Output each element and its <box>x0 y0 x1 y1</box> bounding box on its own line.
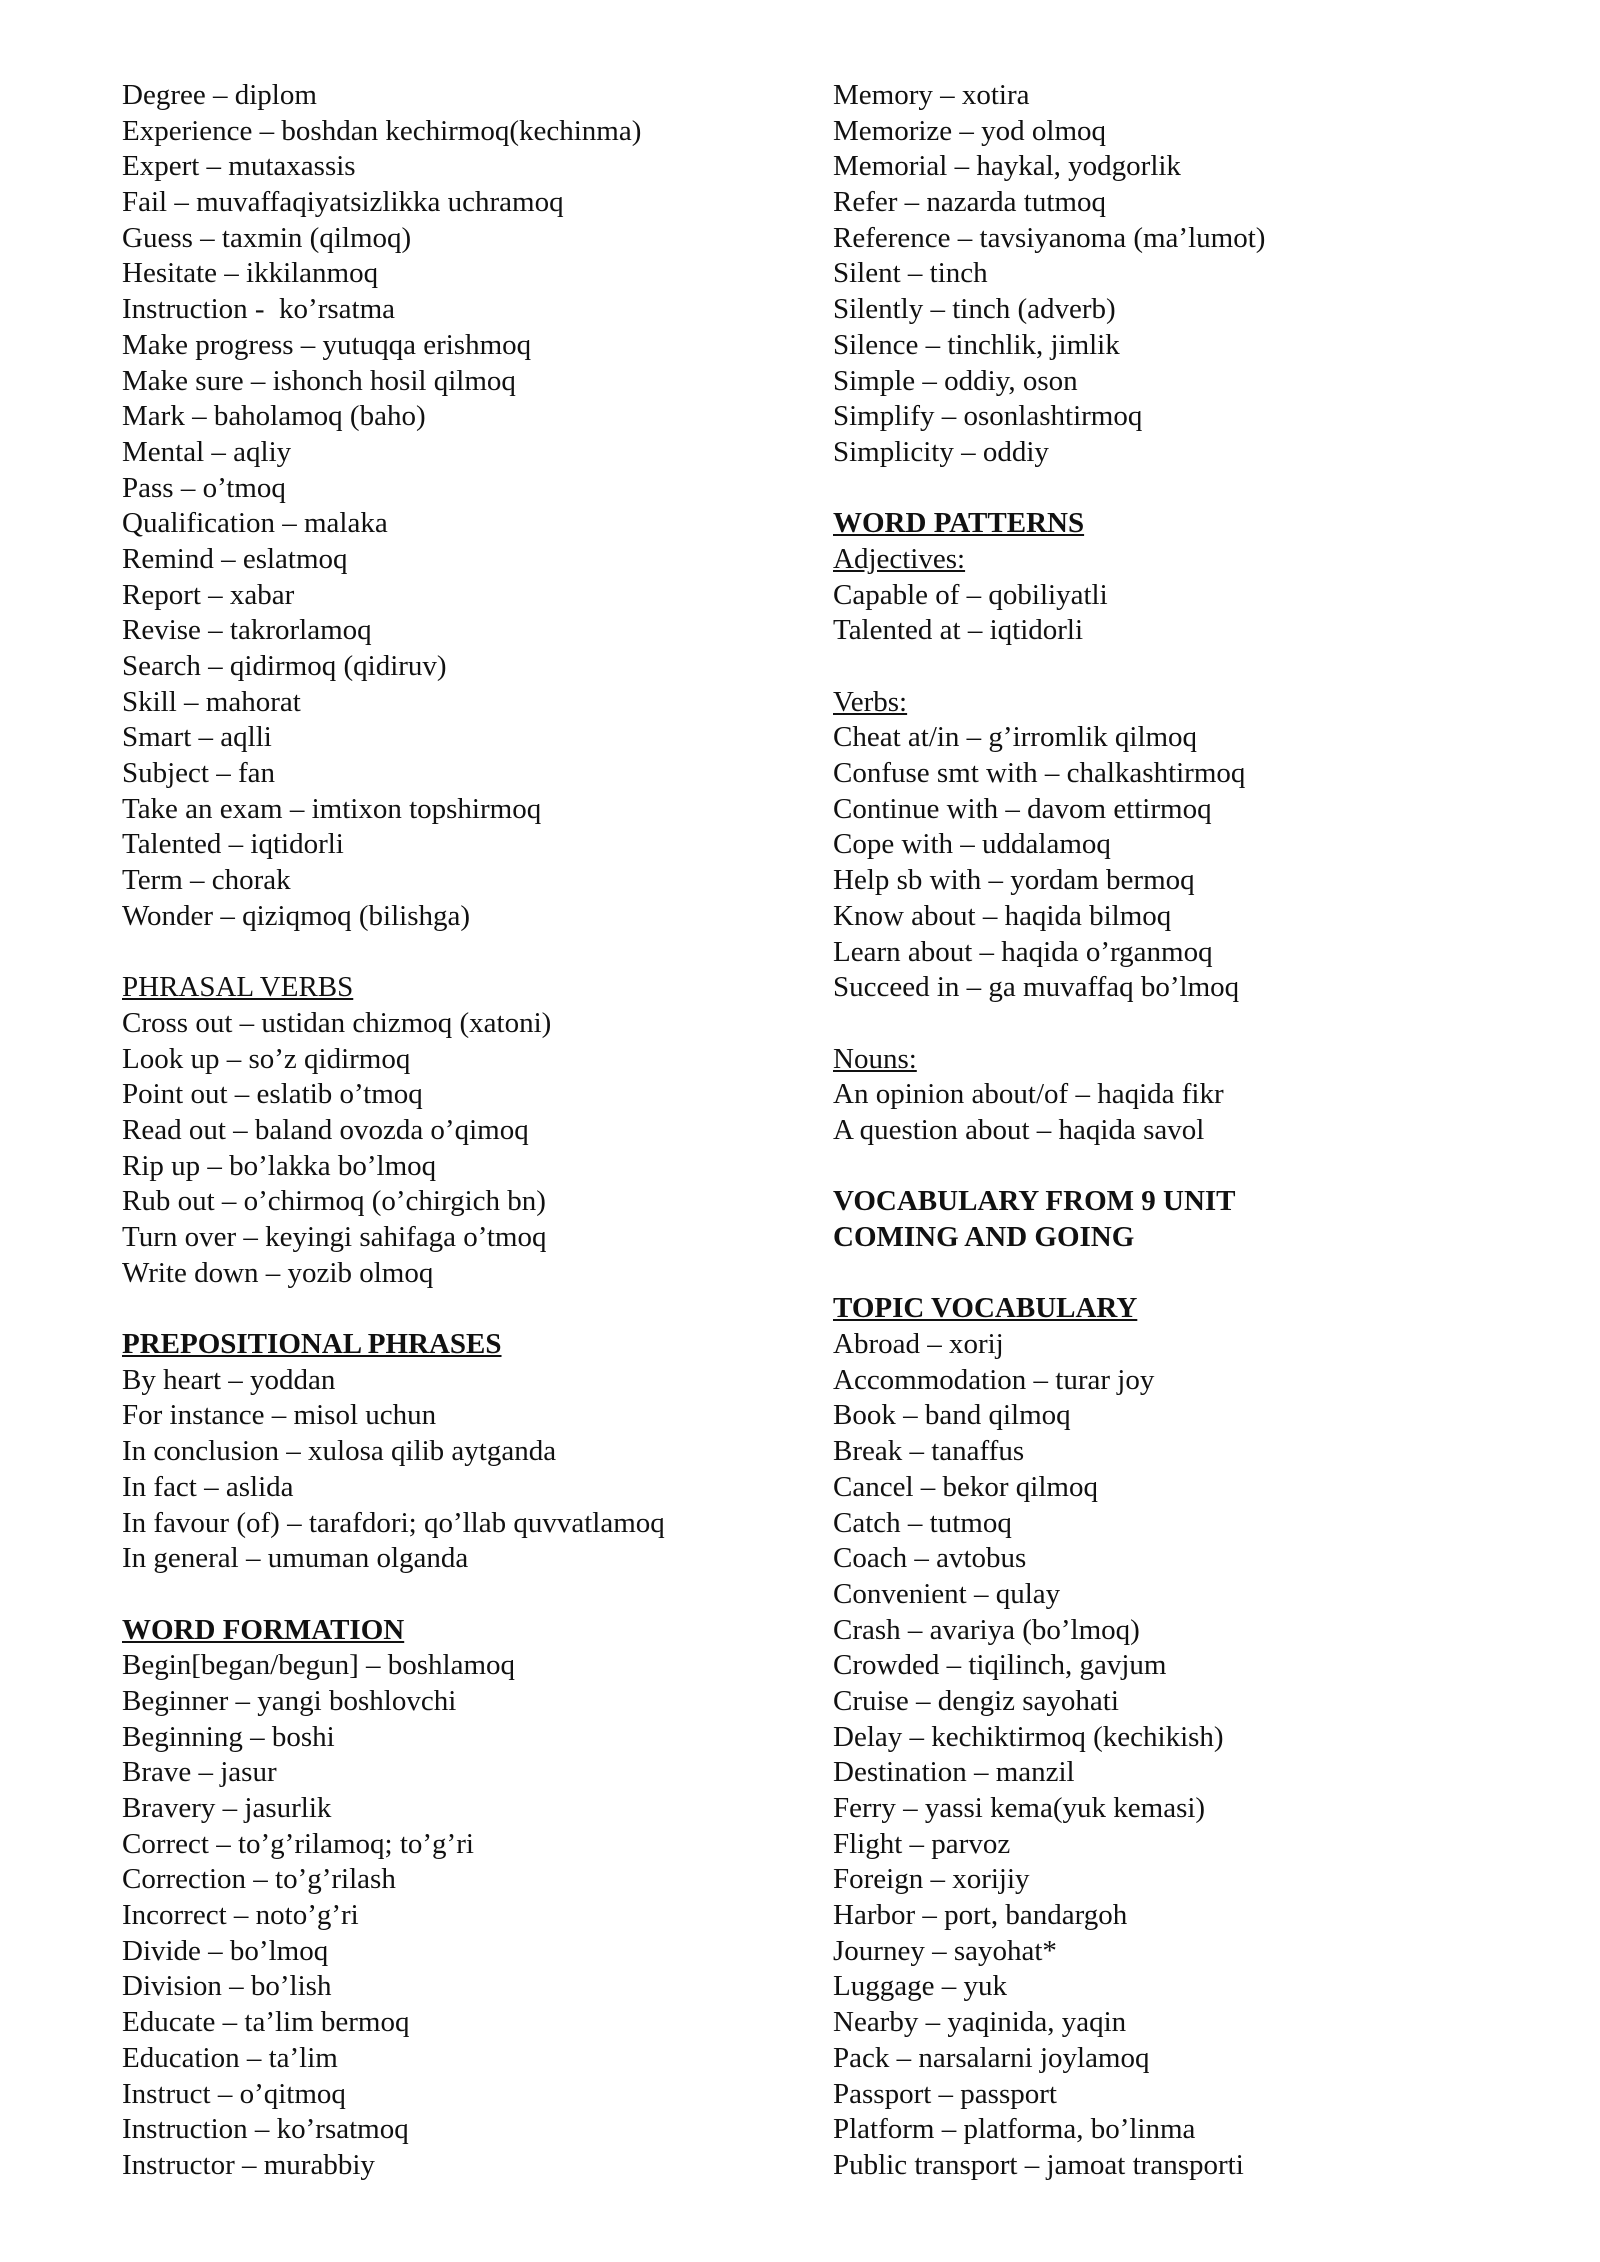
vocabulary-entry: Look up – so’z qidirmoq <box>122 1042 411 1075</box>
section-heading-topic-vocabulary: TOPIC VOCABULARY <box>833 1292 1138 1325</box>
vocabulary-entry: Talented at – iqtidorli <box>833 614 1084 647</box>
subsection-heading-nouns: Nouns: <box>833 1042 917 1075</box>
vocabulary-entry: Help sb with – yordam bermoq <box>833 864 1195 897</box>
vocabulary-entry: Flight – parvoz <box>833 1827 1011 1860</box>
blank-line <box>122 935 802 971</box>
vocabulary-entry: Rub out – o’chirmoq (o’chirgich bn) <box>122 1185 546 1218</box>
vocabulary-entry: In fact – aslida <box>122 1470 294 1503</box>
right-column <box>833 78 1553 2184</box>
vocabulary-entry: Hesitate – ikkilanmoq <box>122 257 379 290</box>
section-heading-word-patterns: WORD PATTERNS <box>833 507 1085 540</box>
vocabulary-entry: Book – band qilmoq <box>833 1399 1071 1432</box>
blank-line <box>833 1149 1553 1185</box>
vocabulary-entry: Nearby – yaqinida, yaqin <box>833 2006 1127 2039</box>
vocabulary-entry: Revise – takrorlamoq <box>122 614 372 647</box>
vocabulary-entry: Journey – sayohat* <box>833 1934 1057 1967</box>
section-heading-word-formation: WORD FORMATION <box>122 1613 405 1646</box>
vocabulary-entry: Cope with – uddalamoq <box>833 828 1111 861</box>
vocabulary-entry: Fail – muvaffaqiyatsizlikka uchramoq <box>122 186 564 219</box>
vocabulary-entry: Coach – avtobus <box>833 1542 1027 1575</box>
vocabulary-entry: Begin[began/begun] – boshlamoq <box>122 1649 516 1682</box>
vocabulary-entry: Instruct – o’qitmoq <box>122 2077 346 2110</box>
vocabulary-entry: Talented – iqtidorli <box>122 828 344 861</box>
section-heading-prepositional-phrases: PREPOSITIONAL PHRASES <box>122 1328 502 1361</box>
vocabulary-entry: Incorrect – noto’g’ri <box>122 1899 359 1932</box>
vocabulary-entry: A question about – haqida savol <box>833 1113 1205 1146</box>
vocabulary-entry: Passport – passport <box>833 2077 1057 2110</box>
vocabulary-entry: Memorize – yod olmoq <box>833 114 1107 147</box>
vocabulary-entry: Crash – avariya (bo’lmoq) <box>833 1613 1140 1646</box>
vocabulary-entry: Divide – bo’lmoq <box>122 1934 329 1967</box>
vocabulary-entry: Instruction – ko’rsatmoq <box>122 2113 409 2146</box>
vocabulary-entry: Memory – xotira <box>833 79 1030 111</box>
vocabulary-entry: Term – chorak <box>122 864 291 897</box>
left-column <box>122 78 802 2184</box>
vocabulary-entry: Silence – tinchlik, jimlik <box>833 328 1120 361</box>
blank-line <box>833 1006 1553 1042</box>
vocabulary-entry: Foreign – xorijiy <box>833 1863 1030 1896</box>
vocabulary-entry: Wonder – qiziqmoq (bilishga) <box>122 899 471 932</box>
vocabulary-entry: Smart – aqlli <box>122 721 272 754</box>
vocabulary-entry: Write down – yozib olmoq <box>122 1256 434 1289</box>
vocabulary-entry: Degree – diplom <box>122 79 317 111</box>
blank-line <box>833 649 1553 685</box>
vocabulary-entry: Guess – taxmin (qilmoq) <box>122 221 412 254</box>
vocabulary-entry: Skill – mahorat <box>122 685 301 718</box>
section-heading-coming-and-going: COMING AND GOING <box>833 1221 1135 1253</box>
vocabulary-entry: Expert – mutaxassis <box>122 150 356 183</box>
vocabulary-entry: Public transport – jamoat transporti <box>833 2148 1244 2181</box>
vocabulary-entry: Rip up – bo’lakka bo’lmoq <box>122 1149 437 1182</box>
vocabulary-entry: In favour (of) – tarafdori; qo’llab quvvatlamoq <box>122 1506 665 1539</box>
vocabulary-entry: Make sure – ishonch hosil qilmoq <box>122 364 516 397</box>
vocabulary-entry: Mark – baholamoq (baho) <box>122 400 426 433</box>
vocabulary-entry: Search – qidirmoq (qidiruv) <box>122 650 447 682</box>
vocabulary-entry: Simple – oddiy, oson <box>833 364 1078 397</box>
vocabulary-entry: Mental – aqliy <box>122 435 292 468</box>
vocabulary-entry: Experience – boshdan kechirmoq(kechinma) <box>122 114 642 147</box>
vocabulary-entry: By heart – yoddan <box>122 1363 336 1396</box>
vocabulary-entry: Brave – jasur <box>122 1756 277 1789</box>
vocabulary-entry: Cross out – ustidan chizmoq (xatoni) <box>122 1006 552 1039</box>
vocabulary-entry: Correct – to’g’rilamoq; to’g’ri <box>122 1827 474 1860</box>
vocabulary-entry: Harbor – port, bandargoh <box>833 1899 1128 1932</box>
subsection-heading-adjectives: Adjectives: <box>833 542 966 575</box>
vocabulary-entry: Succeed in – ga muvaffaq bo’lmoq <box>833 971 1240 1004</box>
vocabulary-entry: Silently – tinch (adverb) <box>833 293 1116 326</box>
vocabulary-entry: Cheat at/in – g’irromlik qilmoq <box>833 721 1198 754</box>
vocabulary-entry: Division – bo’lish <box>122 1970 332 2003</box>
vocabulary-entry: Silent – tinch <box>833 257 988 290</box>
vocabulary-entry: Catch – tutmoq <box>833 1506 1012 1539</box>
vocabulary-entry: Subject – fan <box>122 757 276 790</box>
vocabulary-entry: Capable of – qobiliyatli <box>833 578 1108 611</box>
vocabulary-entry: An opinion about/of – haqida fikr <box>833 1078 1224 1111</box>
vocabulary-entry: Know about – haqida bilmoq <box>833 899 1172 932</box>
vocabulary-entry: Point out – eslatib o’tmoq <box>122 1078 423 1111</box>
blank-line <box>833 471 1553 507</box>
subsection-heading-verbs: Verbs: <box>833 685 908 718</box>
subsection-heading-phrasal-verbs: PHRASAL VERBS <box>122 971 354 1004</box>
vocabulary-entry: Turn over – keyingi sahifaga o’tmoq <box>122 1221 547 1253</box>
vocabulary-entry: Break – tanaffus <box>833 1435 1025 1468</box>
vocabulary-entry: Pack – narsalarni joylamoq <box>833 2041 1150 2074</box>
vocabulary-entry: Abroad – xorij <box>833 1328 1004 1361</box>
vocabulary-entry: Confuse smt with – chalkashtirmoq <box>833 757 1246 790</box>
vocabulary-entry: Cancel – bekor qilmoq <box>833 1470 1098 1503</box>
vocabulary-entry: Remind – eslatmoq <box>122 542 348 575</box>
vocabulary-entry: Educate – ta’lim bermoq <box>122 2006 410 2039</box>
vocabulary-entry: For instance – misol uchun <box>122 1399 437 1432</box>
vocabulary-entry: Read out – baland ovozda o’qimoq <box>122 1113 529 1146</box>
vocabulary-entry: Crowded – tiqilinch, gavjum <box>833 1649 1167 1682</box>
vocabulary-entry: Report – xabar <box>122 578 295 611</box>
vocabulary-entry: Beginning – boshi <box>122 1720 335 1753</box>
vocabulary-entry: Simplicity – oddiy <box>833 435 1049 468</box>
vocabulary-entry: Take an exam – imtixon topshirmoq <box>122 792 542 825</box>
vocabulary-entry: Learn about – haqida o’rganmoq <box>833 935 1213 968</box>
vocabulary-entry: Make progress – yutuqqa erishmoq <box>122 328 532 361</box>
vocabulary-entry: Qualification – malaka <box>122 507 388 540</box>
vocabulary-entry: Cruise – dengiz sayohati <box>833 1684 1119 1717</box>
vocabulary-entry: Instruction - ko’rsatma <box>122 293 396 326</box>
vocabulary-entry: Pass – o’tmoq <box>122 471 286 504</box>
vocabulary-entry: Memorial – haykal, yodgorlik <box>833 150 1181 183</box>
vocabulary-entry: Refer – nazarda tutmoq <box>833 186 1106 219</box>
vocabulary-entry: In general – umuman olganda <box>122 1542 469 1575</box>
vocabulary-entry: Accommodation – turar joy <box>833 1363 1155 1396</box>
vocabulary-entry: Delay – kechiktirmoq (kechikish) <box>833 1720 1224 1753</box>
vocabulary-entry: Continue with – davom ettirmoq <box>833 792 1212 825</box>
vocabulary-entry: Correction – to’g’rilash <box>122 1863 396 1896</box>
section-heading-vocabulary-from-9-unit: VOCABULARY FROM 9 UNIT <box>833 1185 1236 1218</box>
blank-line <box>122 1577 802 1613</box>
blank-line <box>122 1291 802 1327</box>
vocabulary-entry: Convenient – qulay <box>833 1577 1061 1610</box>
vocabulary-entry: Reference – tavsiyanoma (ma’lumot) <box>833 221 1266 254</box>
vocabulary-entry: Bravery – jasurlik <box>122 1792 332 1824</box>
blank-line <box>833 1256 1553 1292</box>
vocabulary-entry: Platform – platforma, bo’linma <box>833 2113 1196 2146</box>
vocabulary-entry: Education – ta’lim <box>122 2041 338 2074</box>
vocabulary-entry: Instructor – murabbiy <box>122 2148 375 2181</box>
vocabulary-entry: In conclusion – xulosa qilib aytganda <box>122 1435 557 1468</box>
vocabulary-entry: Ferry – yassi kema(yuk kemasi) <box>833 1792 1206 1824</box>
vocabulary-entry: Destination – manzil <box>833 1756 1075 1789</box>
vocabulary-entry: Simplify – osonlashtirmoq <box>833 400 1143 433</box>
vocabulary-entry: Beginner – yangi boshlovchi <box>122 1684 457 1717</box>
vocabulary-entry: Luggage – yuk <box>833 1970 1007 2003</box>
